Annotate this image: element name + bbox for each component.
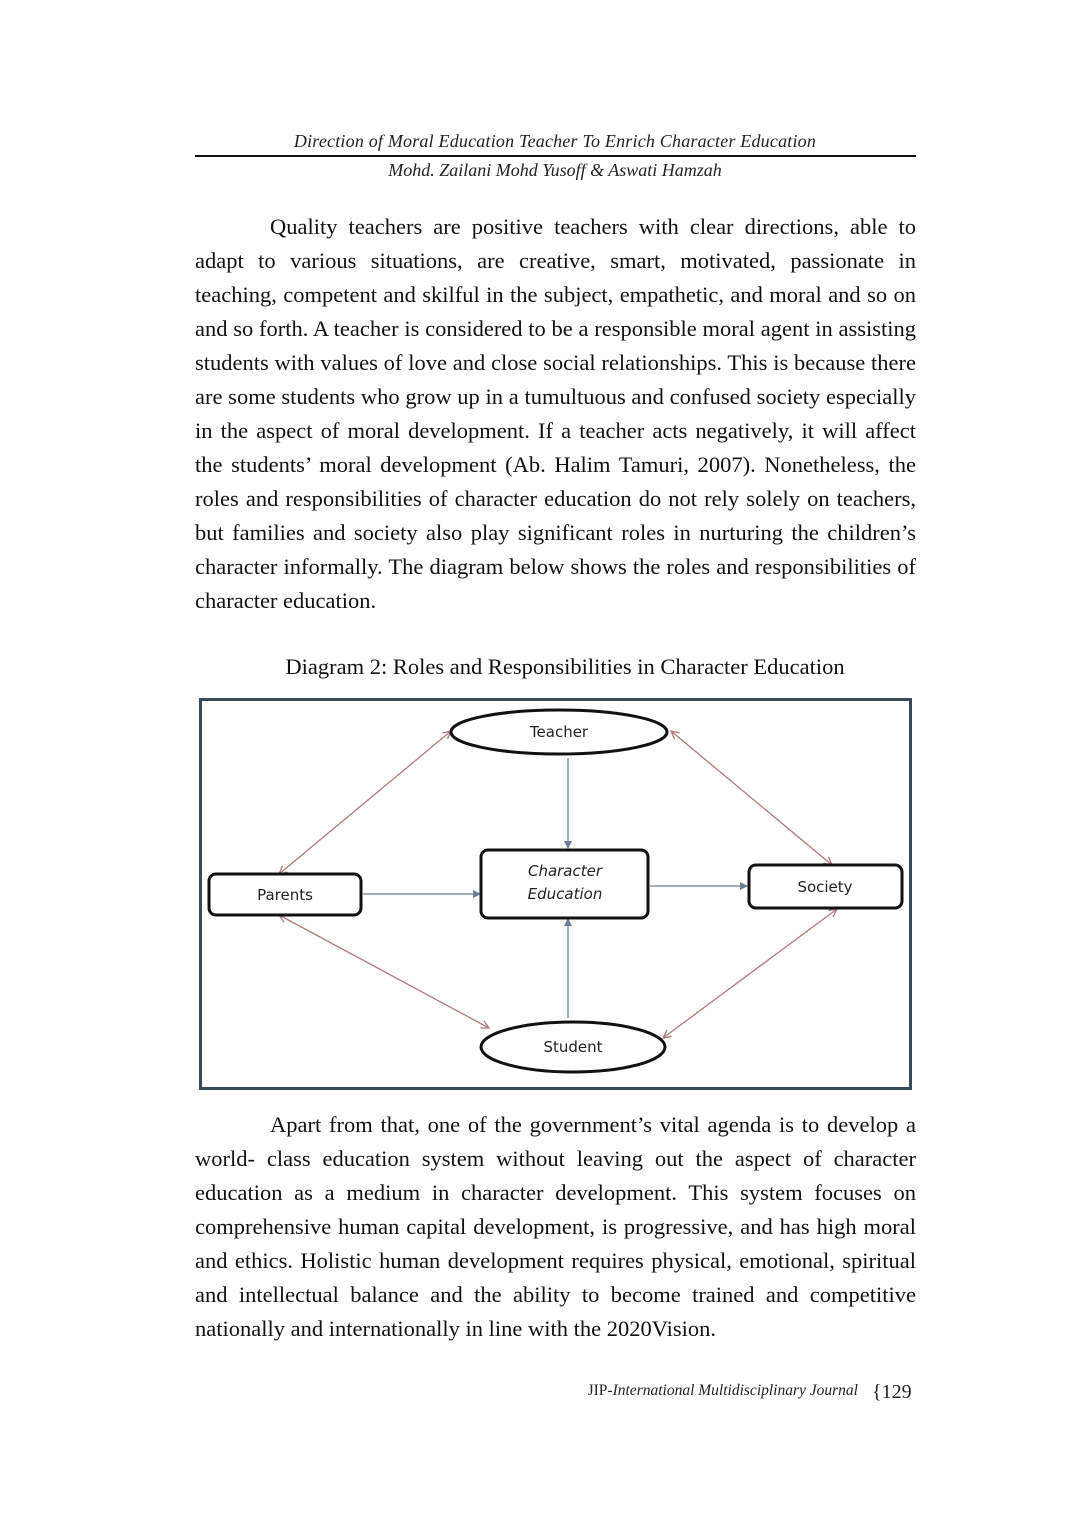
body-paragraph-2: Apart from that, one of the government’s vital agenda is to develop a world- class education system without leaving out the aspect of character education as a medium in character development. This system focuses on comprehensive human capital development, is progressive, and has high moral and ethics. Holistic human development requires physical, emotional, spiritual and intellectual balance and the ability to become trained and competitive nationally and internationally in line with the 2020Vision. [195, 1112, 916, 1341]
node-society-label: Society [797, 878, 853, 896]
body-paragraph-1: Quality teachers are positive teachers with clear directions, able to adapt to various situations, are creative, smart, motivated, passionate in teaching, competent and skilful in the subject, empathetic, and moral and so on and so forth. A teacher is considered to be a responsible moral agent in assisting students with values of love and close social relationships. This is because there are some students who grow up in a tumultuous and confused society especially in the aspect of moral development. If a teacher acts negatively, it will affect the students’ moral development (Ab. Halim Tamuri, 2007). Nonetheless, the roles and responsibilities of character education do not rely solely on teachers, but families and society also play significant roles in nurturing the children’s character informally. The diagram below shows the roles and responsibilities of character education. [195, 214, 916, 613]
header-divider [195, 155, 916, 157]
node-character-education [481, 850, 648, 918]
running-header-authors: Mohd. Zailani Mohd Yusoff & Aswati Hamzah [388, 160, 722, 180]
node-character-education-label-2: Education [527, 885, 603, 903]
roles-diagram [199, 698, 912, 1090]
figure-caption: Diagram 2: Roles and Responsibilities in Character Education [285, 654, 845, 679]
node-student-label: Student [543, 1038, 603, 1056]
node-parents-label: Parents [257, 886, 313, 904]
roles-diagram-svg [199, 698, 912, 1090]
footer-journal [500, 1382, 858, 1400]
footer-journal-prefix: JIP- [587, 1382, 613, 1399]
page-number: {129 [872, 1381, 912, 1403]
footer-journal-name: International Multidisciplinary Journal [612, 1382, 858, 1399]
running-header-title: Direction of Moral Education Teacher To Enrich Character Education [293, 131, 817, 151]
node-character-education-label-1: Character [527, 862, 603, 880]
node-teacher-label: Teacher [529, 723, 589, 741]
